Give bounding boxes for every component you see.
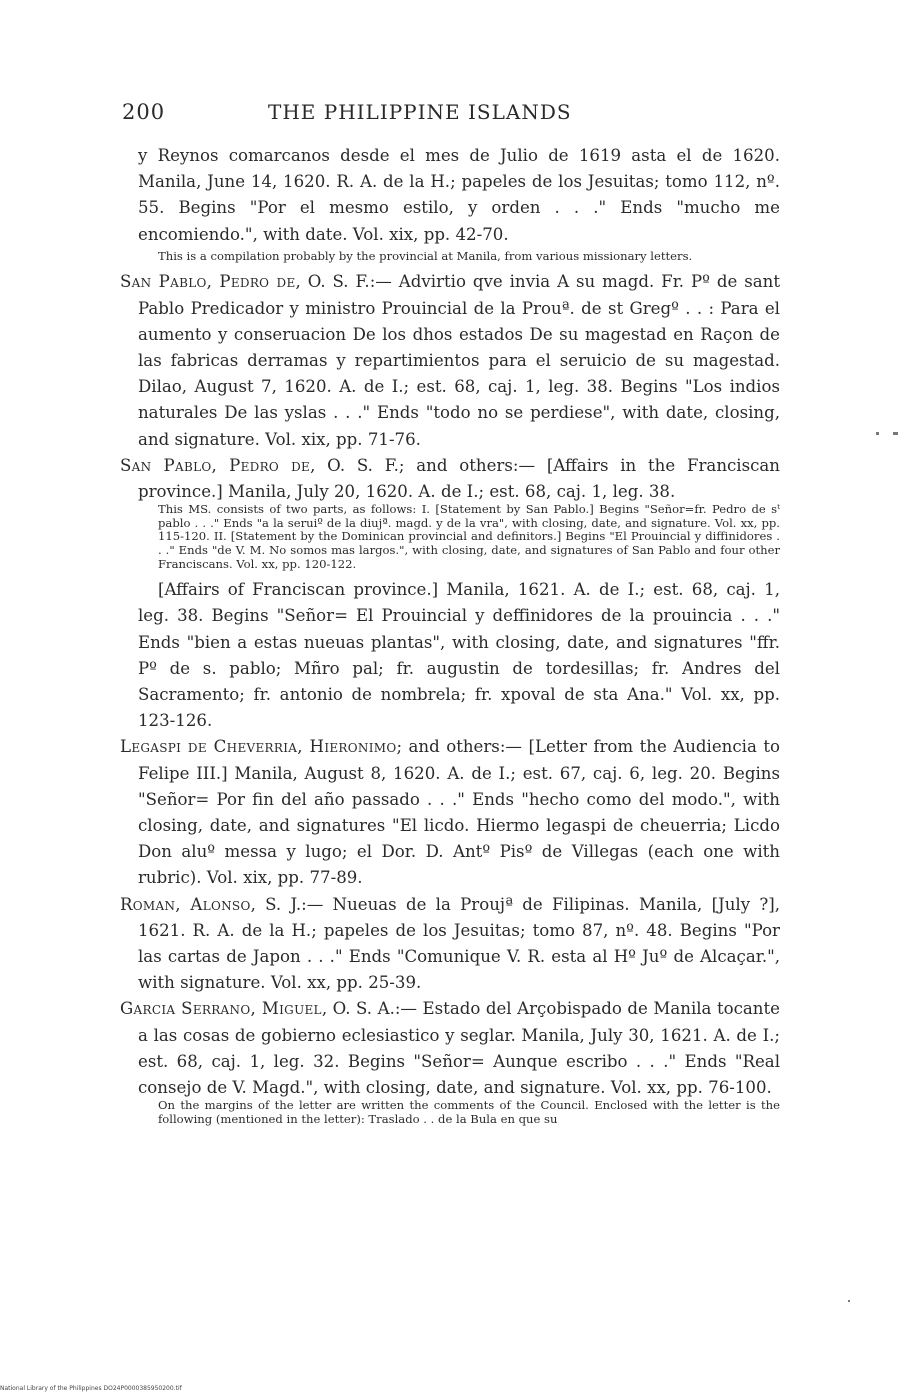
running-title: THE PHILIPPINE ISLANDS: [268, 100, 572, 124]
bibliography-text: [120, 143, 780, 1132]
entry-franciscan-affairs: [Affairs of Franciscan province.] Manila, 1621. A. de I.; est. 68, caj. 1, leg. 38. Begins "Señor= El Prouincial y deffinidores de la prouincia . . ." Ends "bien a estas nueuas plantas", with closing, date, and signatures "ffr. Pº de s. pablo; Mñro pal; fr. augustin de tordesillas; fr. Andres del Sacramento; fr. antonio de nombrela; fr. xpoval de sta Ana." Vol. xx, pp. 123-126.: [138, 580, 780, 731]
entry-note: On the margins of the letter are written the comments of the Council. Enclosed with the letter is the following (mentioned in the letter): Traslado . . de la Bula en que su: [158, 1098, 780, 1126]
entry-author: San Pablo, Pedro de: [120, 272, 296, 292]
scan-footer-stamp: National Library of the Philippines DO24P0000385950200.tif: [0, 1385, 182, 1392]
entry-garcia-serrano: [120, 996, 780, 1101]
entry-description: , O. S. F.:— Advirtio qve invia A su magd. Fr. Pº de sant Pablo Predicador y ministro Prouincial de la Prouª. de st Gregº . . : Para el aumento y conseruacion De los dhos estados De su magestad en Raçon de las fabricas derramas y repartimientos para el seruicio de su magestad. Dilao, August 7, 1620. A. de I.; est. 68, caj. 1, leg. 38. Begins "Los indios naturales De las yslas . . ." Ends "todo no se perdiese", with date, closing, and signature. Vol. xix, pp. 71-76.: [138, 272, 780, 449]
page-number: 200: [122, 100, 166, 124]
page-header: [122, 100, 592, 132]
entry-note: This is a compilation probably by the provincial at Manila, from various missionary letters.: [158, 248, 693, 263]
entry-roman: [120, 892, 780, 997]
entry-san-pablo-1: [120, 269, 780, 452]
entry-san-pablo-2: [120, 453, 780, 505]
continued-entry: y Reynos comarcanos desde el mes de Julio de 1619 asta el de 1620. Manila, June 14, 1620. R. A. de la H.; papeles de los Jesuitas; tomo 112, nº. 55. Begins "Por el mesmo estilo, y orden . . ." Ends "mucho me encomiendo.", with date. Vol. xix, pp. 42-70.: [138, 146, 780, 244]
scan-speck: [876, 432, 879, 435]
entry-author: Roman, Alonso: [120, 894, 251, 914]
entry-author: Legaspi de Cheverria, Hieronimo: [120, 737, 397, 757]
entry-note: This MS. consists of two parts, as follows: I. [Statement by San Pablo.] Begins "Señor=fr. Pedro de sᵗ pablo . . ." Ends "a la seruiº de la diujª. magd. y de la vra", with closing, date, and signature. Vol. xx, pp. 115-120. II. [Statement by the Dominican provincial and definitors.] Begins "El Prouincial y diffinidores . . ." Ends "de V. M. No somos mas largos.", with closing, date, and signatures of San Pablo and four other Franciscans. Vol. xx, pp. 120-122.: [158, 502, 780, 571]
entry-description: ; and others:— [Letter from the Audiencia to Felipe III.] Manila, August 8, 1620. A. de I.; est. 67, caj. 6, leg. 20. Begins "Señor= Por fin del año passado . . ." Ends "hecho como del modo.", with closing, date, and signatures "El licdo. Hiermo legaspi de cheuerria; Licdo Don aluº messa y lugo; el Dor. D. Antº Pisº de Villegas (each one with rubric). Vol. xix, pp. 77-89.: [138, 737, 780, 888]
entry-legaspi: [120, 734, 780, 891]
scan-speck: [893, 432, 898, 435]
entry-description: , S. J.:— Nueuas de la Proujª de Filipinas. Manila, [July ?], 1621. R. A. de la H.; papeles de los Jesuitas; tomo 87, nº. 48. Begins "Por las cartas de Japon . . ." Ends "Comunique V. R. esta al Hº Juº de Alcaçar.", with signature. Vol. xx, pp. 25-39.: [138, 894, 780, 993]
entry-author: Garcia Serrano, Miguel: [120, 999, 322, 1019]
scan-speck: [848, 1300, 850, 1302]
entry-author: San Pablo, Pedro de: [120, 455, 311, 475]
entry-description: , O. S. F.; and others:— [Affairs in the Franciscan province.] Manila, July 20, 1620. A. de I.; est. 68, caj. 1, leg. 38.: [138, 455, 780, 502]
entry-description: , O. S. A.:— Estado del Arçobispado de Manila tocante a las cosas de gobierno eclesiastico y seglar. Manila, July 30, 1621. A. de I.; est. 68, caj. 1, leg. 32. Begins "Señor= Aunque escribo . . ." Ends "Real consejo de V. Magd.", with closing, date, and signature. Vol. xx, pp. 76-100.: [138, 999, 780, 1098]
